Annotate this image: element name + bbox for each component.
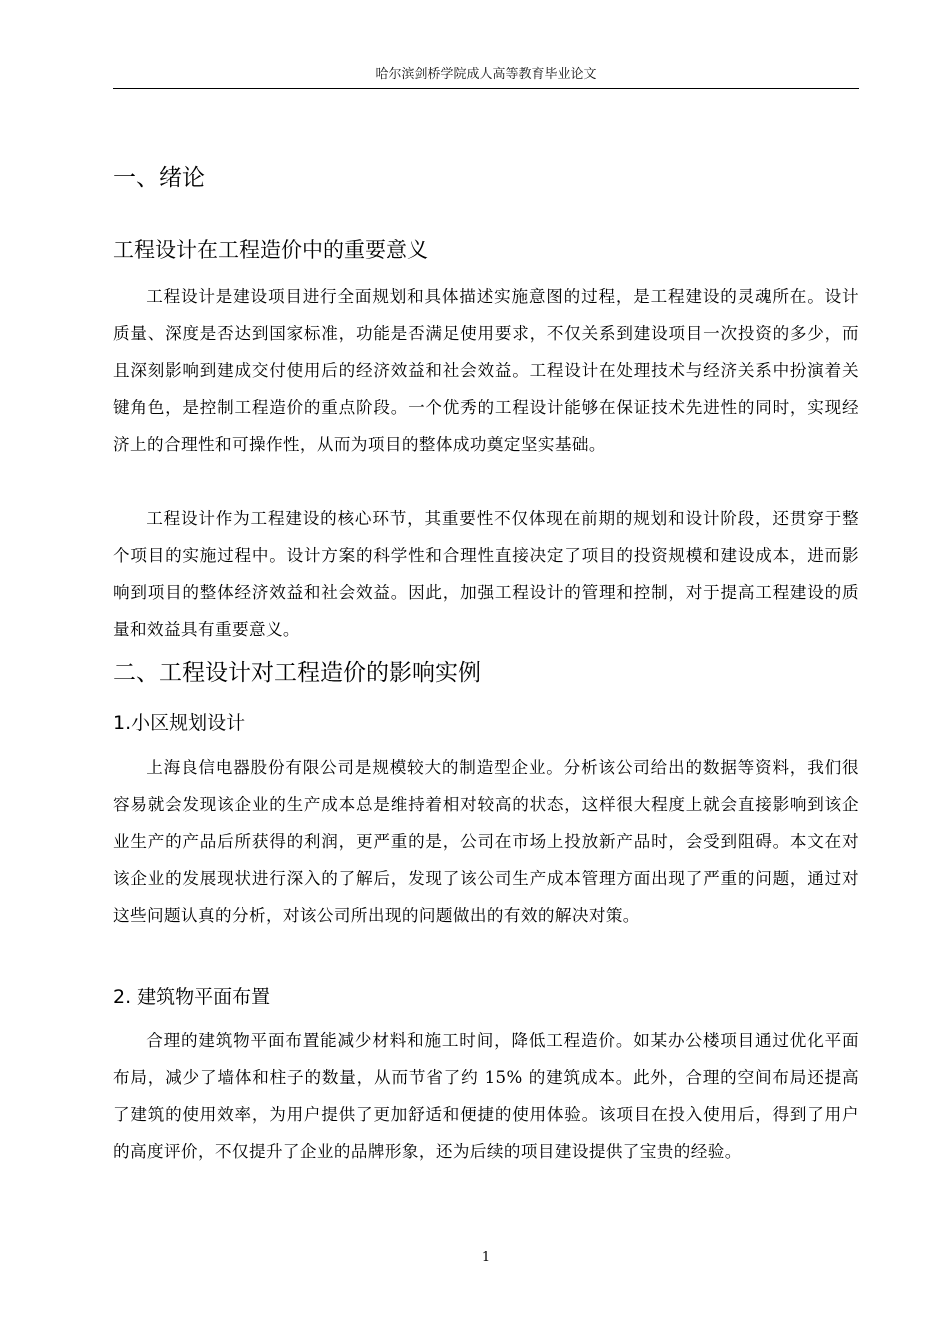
chapter-heading-examples: 二、工程设计对工程造价的影响实例: [113, 660, 481, 686]
header-rule: [113, 88, 859, 89]
paragraph-community-planning: 上海良信电器股份有限公司是规模较大的制造型企业。分析该公司给出的数据等资料，我们很容易就会发现该企业的生产成本总是维持着相对较高的状态，这样很大程度上就会直接影响到该企业生产的产品后所获得的利润，更严重的是，公司在市场上投放新产品时，会受到阻碍。本文在对该企业的发展现状进行深入的了解后，发现了该公司生产成本管理方面出现了严重的问题，通过对这些问题认真的分析，对该公司所出现的问题做出的有效的解决对策。: [113, 758, 859, 925]
paragraph-significance-1: 工程设计是建设项目进行全面规划和具体描述实施意图的过程，是工程建设的灵魂所在。设计质量、深度是否达到国家标准，功能是否满足使用要求，不仅关系到建设项目一次投资的多少，而且深刻影响到建成交付使用后的经济效益和社会效益。工程设计在处理技术与经济关系中扮演着关键角色，是控制工程造价的重点阶段。一个优秀的工程设计能够在保证技术先进性的同时，实现经济上的合理性和可操作性，从而为项目的整体成功奠定坚实基础。: [113, 287, 859, 454]
section-heading-significance: 工程设计在工程造价中的重要意义: [113, 238, 428, 262]
subsection-heading-floor-layout: 2. 建筑物平面布置: [113, 986, 271, 1008]
paragraph-significance-2: 工程设计作为工程建设的核心环节，其重要性不仅体现在前期的规划和设计阶段，还贯穿于整个项目的实施过程中。设计方案的科学性和合理性直接决定了项目的投资规模和建设成本，进而影响到项目的整体经济效益和社会效益。因此，加强工程设计的管理和控制，对于提高工程建设的质量和效益具有重要意义。: [113, 509, 859, 639]
chapter-heading-introduction: 一、绪论: [113, 165, 205, 191]
running-header: 哈尔滨剑桥学院成人高等教育毕业论文: [375, 67, 597, 82]
paragraph-floor-layout: 合理的建筑物平面布置能减少材料和施工时间，降低工程造价。如某办公楼项目通过优化平面布局，减少了墙体和柱子的数量，从而节省了约 15% 的建筑成本。此外，合理的空间布局还提高了建筑的使用效率，为用户提供了更加舒适和便捷的使用体验。该项目在投入使用后，得到了用户的高度评价，不仅提升了企业的品牌形象，还为后续的项目建设提供了宝贵的经验。: [113, 1031, 859, 1161]
page-number: 1: [481, 1250, 491, 1265]
subsection-heading-community-planning: 1.小区规划设计: [113, 712, 246, 734]
